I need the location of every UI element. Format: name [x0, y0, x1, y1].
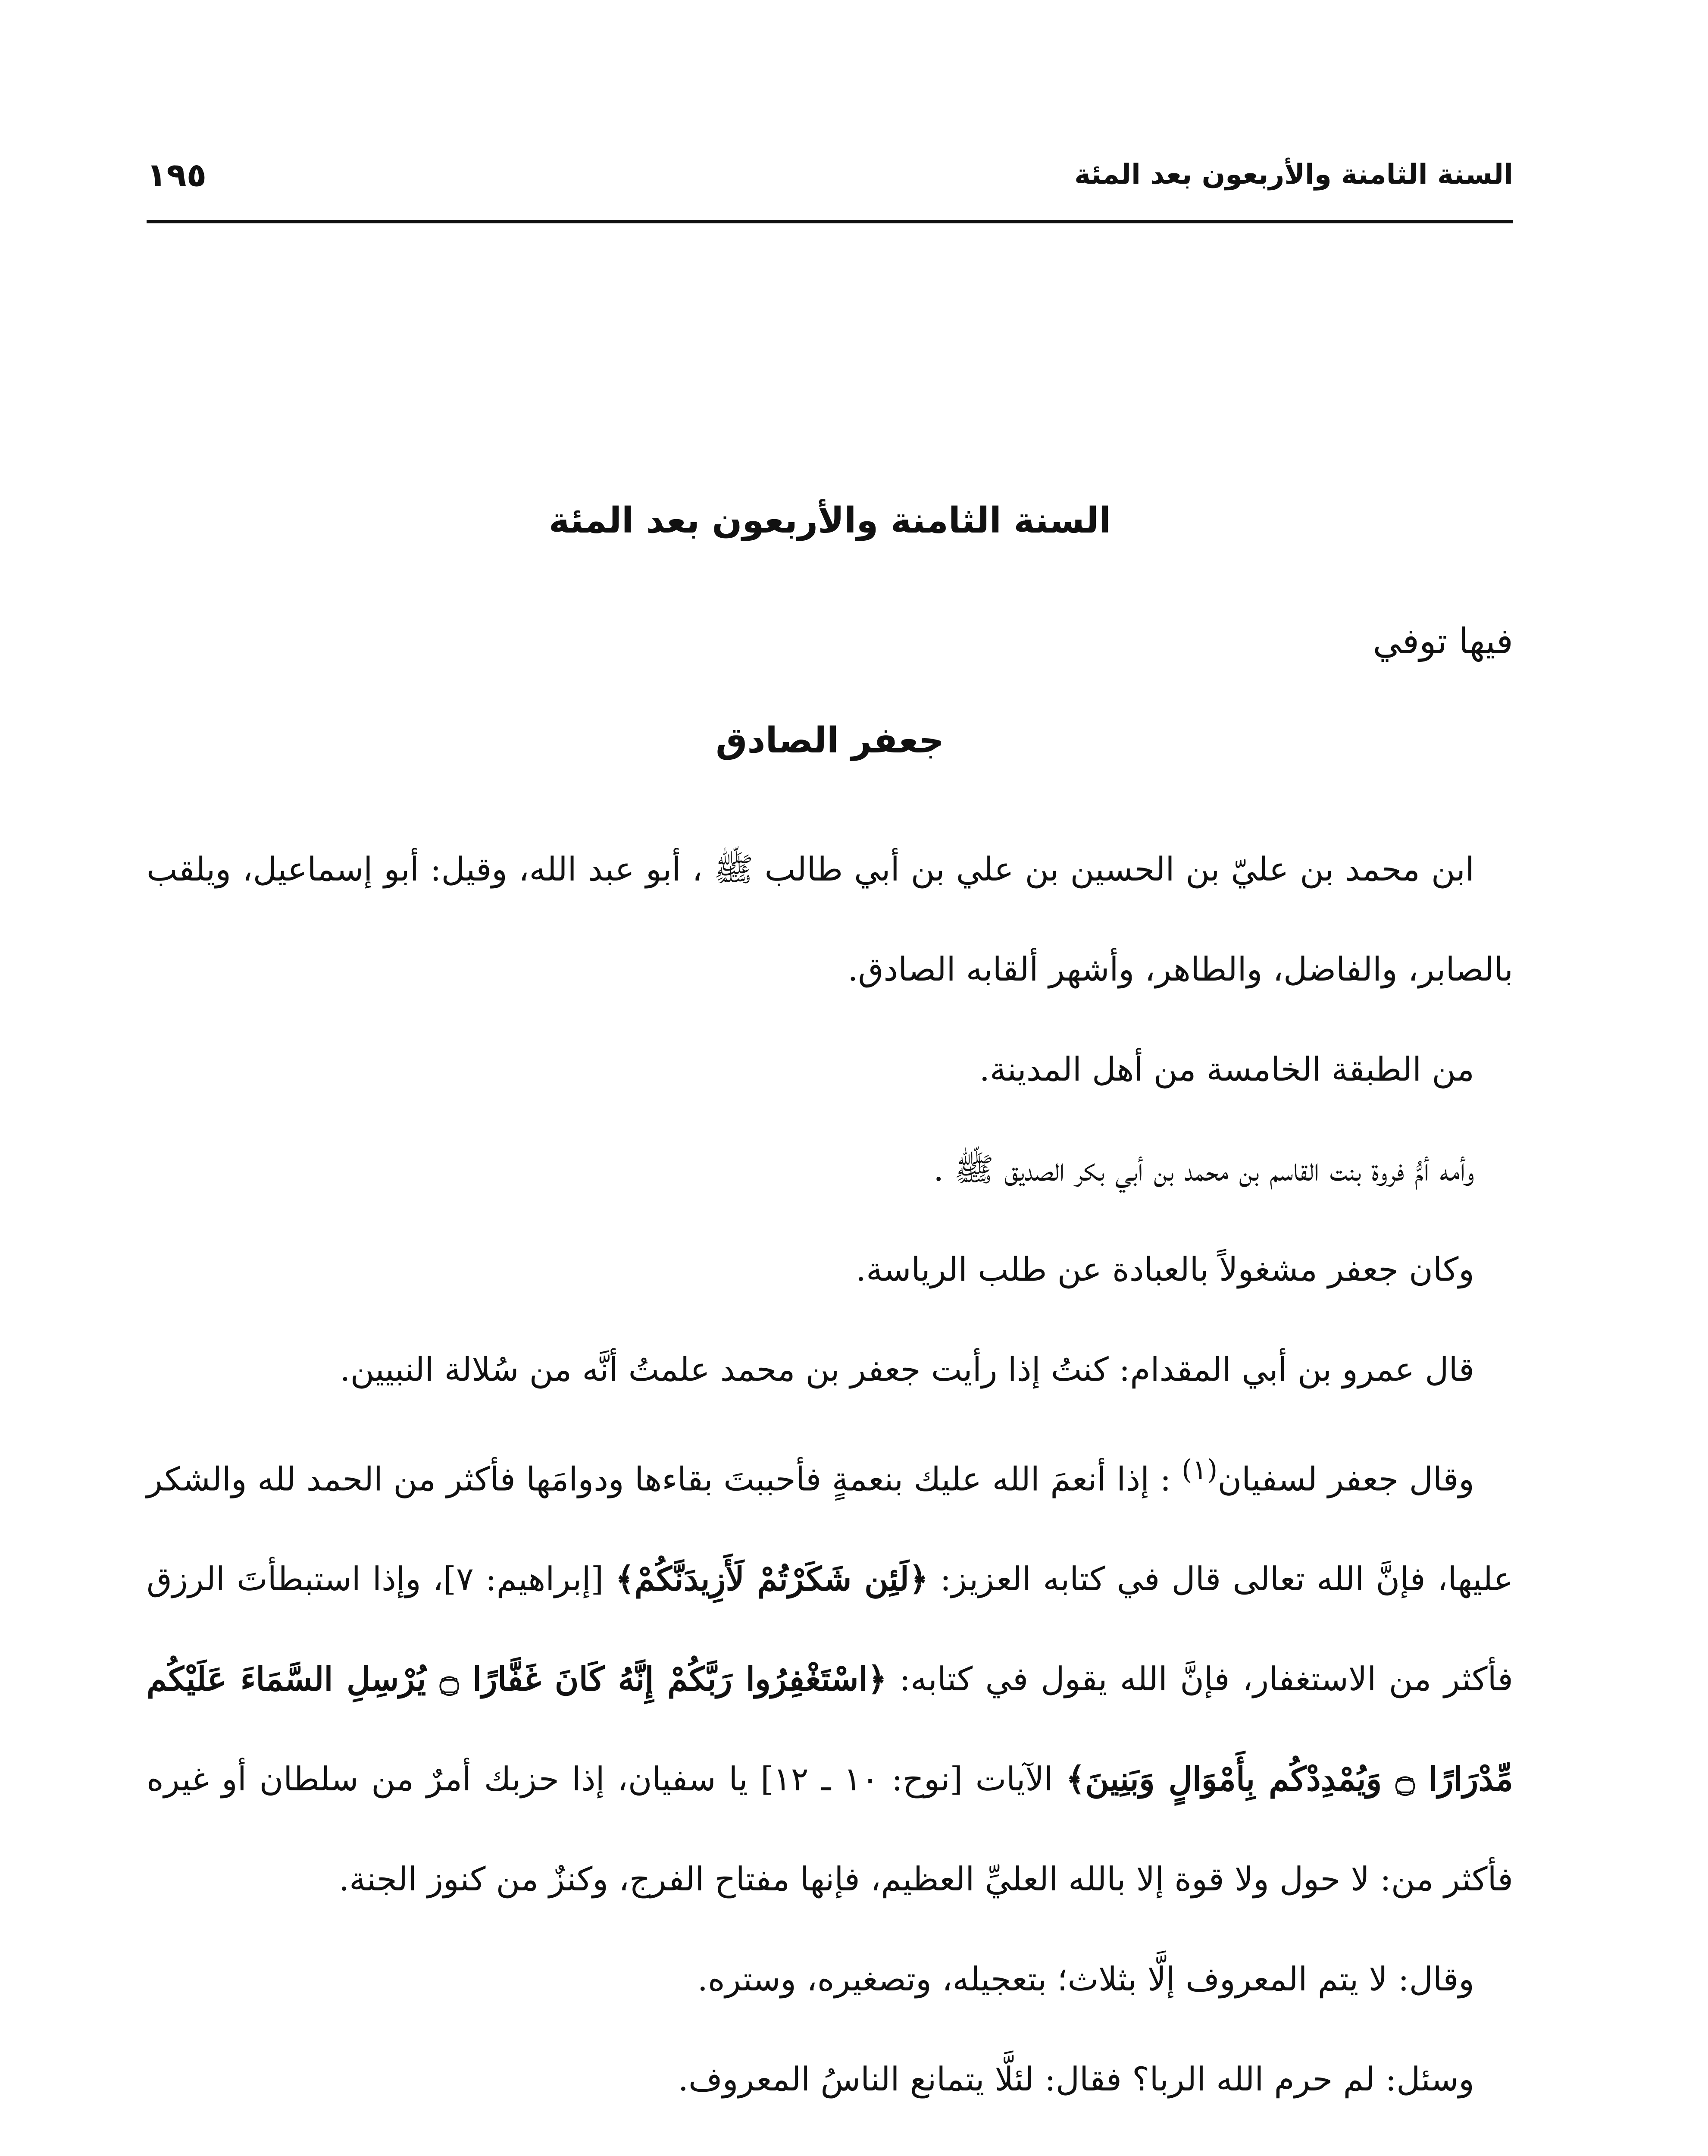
quran-quote: ﴿لَئِن شَكَرْتُمْ لَأَزِيدَنَّكُمْ﴾: [615, 1560, 929, 1598]
paragraph-text: [إبراهيم: ٧]، وإذا استبطأتَ الرزق فأكثر من الاستغفار، فإنَّ الله يقول في كتابه:: [147, 1560, 1513, 1698]
quran-quote: ﴿اسْتَغْفِرُوا رَبَّكُمْ إِنَّهُ كَانَ غَفَّارًا ۝ يُرْسِلِ السَّمَاءَ عَلَيْكُم مِّدْرَارًا ۝ وَيُمْدِدْكُم بِأَمْوَالٍ وَبَنِينَ﴾: [147, 1660, 1513, 1799]
page-number: ١٩٥: [147, 155, 207, 194]
body-text: [147, 819, 1513, 2156]
subject-name: جعفر الصادق: [716, 720, 944, 761]
paragraph: من الطبقة الخامسة من أهل المدينة.: [979, 1050, 1474, 1088]
chapter-title: السنة الثامنة والأربعون بعد المئة: [548, 500, 1111, 541]
paragraph-text: وقال جعفر لسفيان: [1217, 1460, 1474, 1498]
paragraph-text: الآيات [نوح: ١٠ ـ ١٢] يا سفيان، إذا حزبك أمرٌ من سلطان أو غيره فأكثر من: لا حول ولا قوة إلا بالله العليِّ العظيم، فإنها مفتاح الفرج، وكنزٌ من كنوز الجنة.: [147, 1760, 1513, 1899]
running-title: السنة الثامنة والأربعون بعد المئة: [1074, 159, 1513, 191]
paragraph: ابن محمد بن عليّ بن الحسين بن علي بن أبي طالب ﷺ ، أبو عبد الله، وقيل: أبو إسماعيل، ويلقب بالصابر، والفاضل، والطاهر، وأشهر ألقابه الصادق.: [147, 850, 1513, 988]
sufyan-paragraph: [147, 1420, 1513, 1929]
paragraph: وكان جعفر مشغولاً بالعبادة عن طلب الرياسة.: [855, 1250, 1474, 1288]
paragraph-text: : إذا أنعمَ الله عليك بنعمةٍ فأحببتَ بقاءها ودوامَها فأكثر من الحمد لله والشكر عليها، فإنَّ الله تعالى قال في كتابه العزيز:: [147, 1460, 1513, 1598]
paragraph: وقال: لا يتم المعروف إلَّا بثلاث؛ بتعجيله، وتصغيره، وستره.: [697, 1960, 1474, 1999]
book-page: [147, 142, 1513, 2156]
paragraph: قال عمرو بن أبي المقدام: كنتُ إذا رأيت جعفر بن محمد علمتُ أنَّه من سُلالة النبيين.: [340, 1350, 1474, 1388]
paragraph: وسئل: لم حرم الله الربا؟ فقال: لئلَّا يتمانع الناسُ المعروف.: [678, 2060, 1474, 2099]
paragraph: وأمه أمُّ فروة بنت القاسم بن محمد بن أبي بكر الصديق ﷺ .: [933, 1150, 1474, 1188]
intro-line: فيها توفي: [1373, 621, 1513, 662]
header-rule: [147, 220, 1513, 223]
footnote-reference: (١): [1181, 1454, 1218, 1485]
paragraph: [147, 2129, 1513, 2156]
running-header: [147, 142, 1513, 207]
